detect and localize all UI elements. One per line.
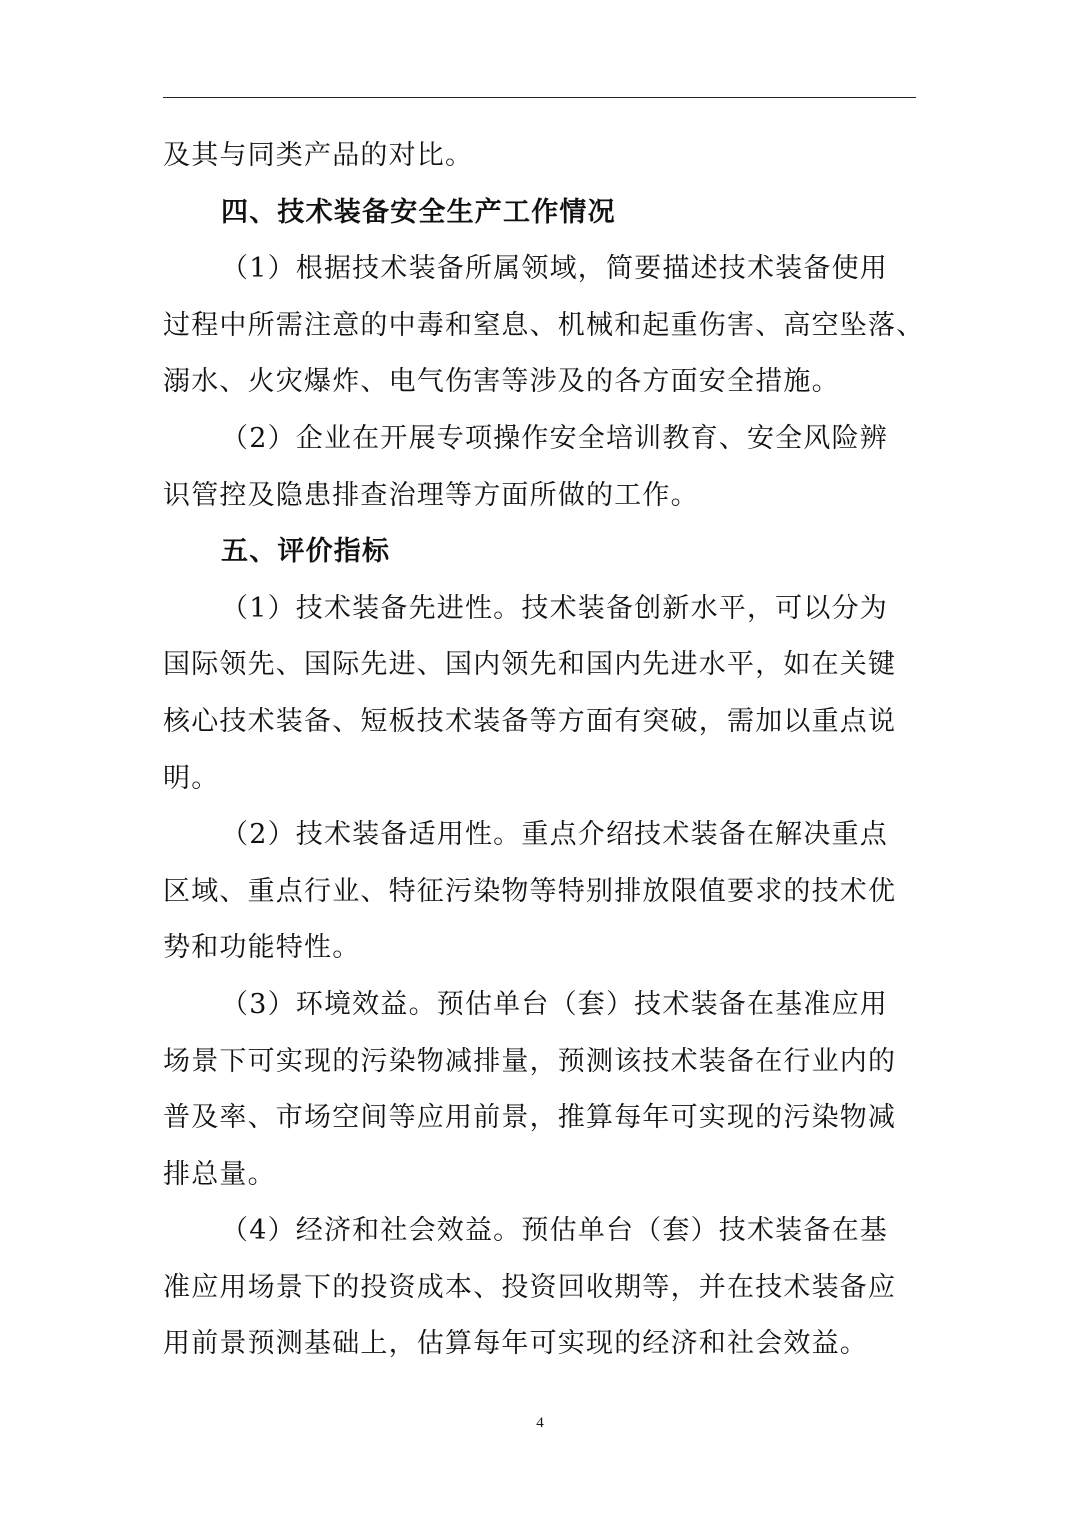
page-number: 4 xyxy=(536,1415,544,1431)
text-line: 普及率、市场空间等应用前景，推算每年可实现的污染物减 xyxy=(163,1102,897,1134)
section-heading-5: 五、评价指标 xyxy=(221,536,391,568)
text-line: 区域、重点行业、特征污染物等特别排放限值要求的技术优 xyxy=(163,875,897,907)
text-line: 明。 xyxy=(163,762,220,794)
text-line: （2）企业在开展专项操作安全培训教育、安全风险辨 xyxy=(221,422,888,454)
section-heading-4: 四、技术装备安全生产工作情况 xyxy=(221,196,616,228)
text-line: 溺水、火灾爆炸、电气伤害等涉及的各方面安全措施。 xyxy=(163,366,840,398)
text-line: 及其与同类产品的对比。 xyxy=(163,140,474,171)
text-line: （1）根据技术装备所属领域，简要描述技术装备使用 xyxy=(221,253,888,285)
text-line: 识管控及隐患排查治理等方面所做的工作。 xyxy=(163,479,699,511)
text-line: （1）技术装备先进性。技术装备创新水平，可以分为 xyxy=(221,592,888,624)
text-line: 用前景预测基础上，估算每年可实现的经济和社会效益。 xyxy=(163,1328,868,1360)
header-rule xyxy=(163,97,916,98)
text-line: （3）环境效益。预估单台（套）技术装备在基准应用 xyxy=(221,988,888,1020)
text-line: 过程中所需注意的中毒和窒息、机械和起重伤害、高空坠落、 xyxy=(163,309,925,341)
text-line: 势和功能特性。 xyxy=(163,932,361,964)
text-line: 准应用场景下的投资成本、投资回收期等，并在技术装备应 xyxy=(163,1271,897,1303)
text-line: 国际领先、国际先进、国内领先和国内先进水平，如在关键 xyxy=(163,649,897,681)
text-line: （2）技术装备适用性。重点介绍技术装备在解决重点 xyxy=(221,819,888,851)
text-line: 核心技术装备、短板技术装备等方面有突破，需加以重点说 xyxy=(163,705,897,737)
document-body xyxy=(163,128,923,1373)
text-line: 排总量。 xyxy=(163,1158,276,1190)
text-line: 场景下可实现的污染物减排量，预测该技术装备在行业内的 xyxy=(163,1045,897,1077)
text-line: （4）经济和社会效益。预估单台（套）技术装备在基 xyxy=(221,1215,888,1247)
